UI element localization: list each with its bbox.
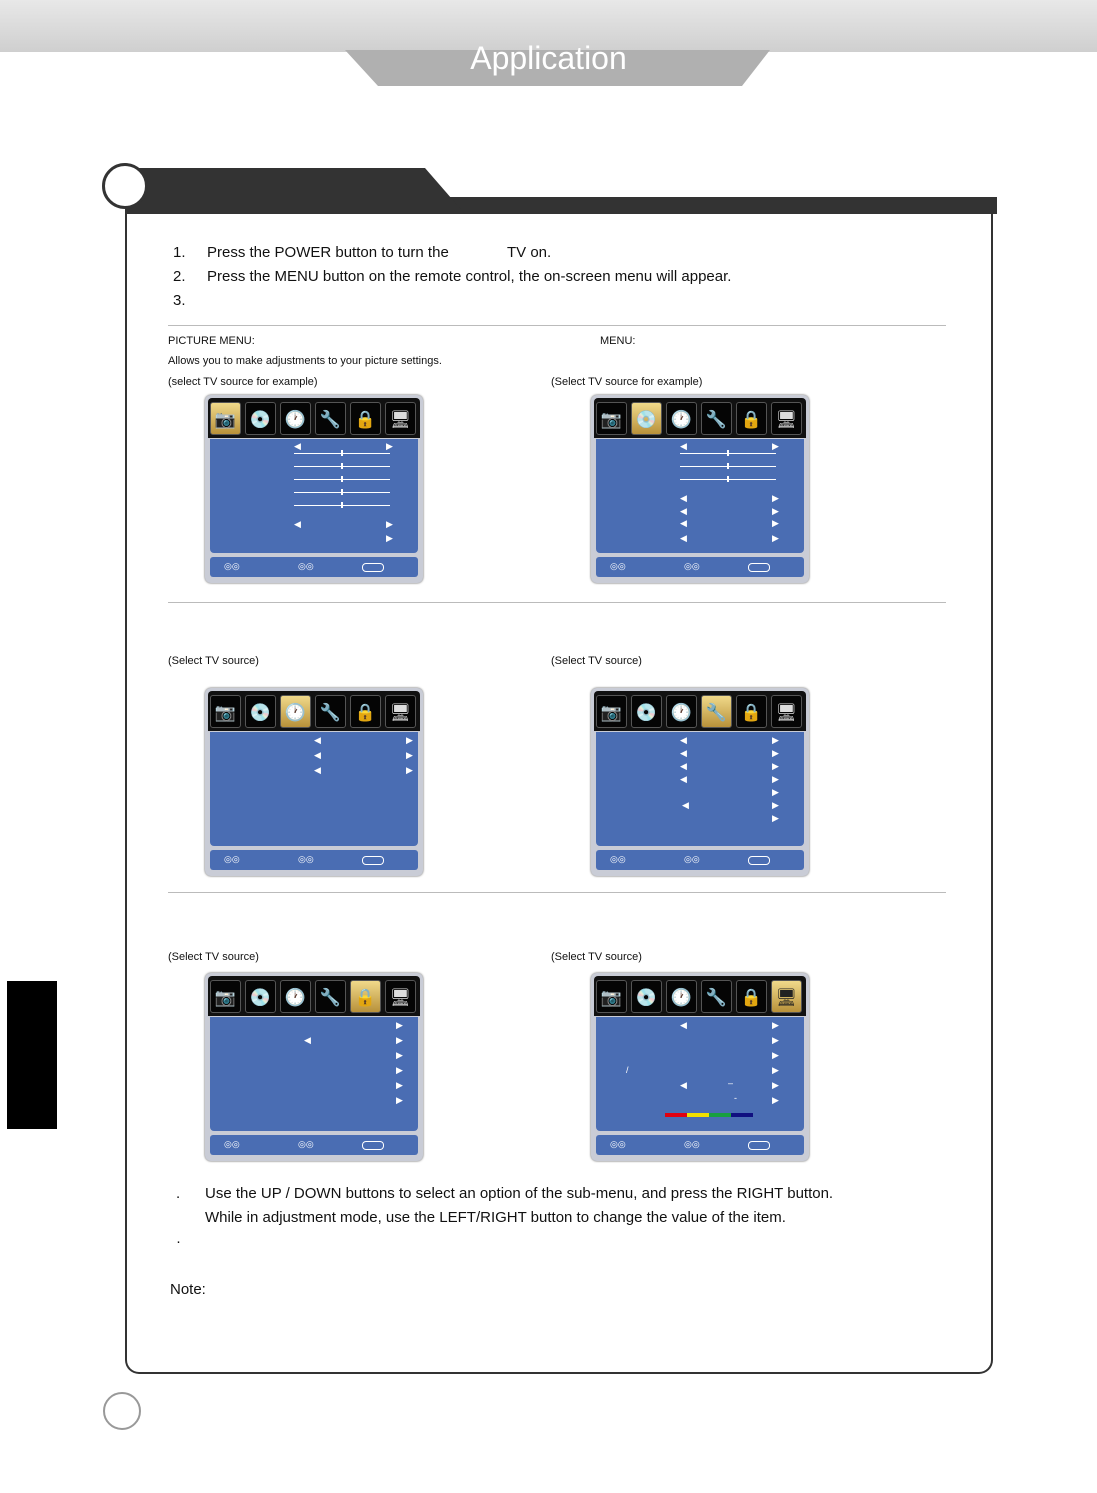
sound-icon[interactable]: 💿 xyxy=(245,980,276,1013)
right-arrow-icon: ▶ xyxy=(386,519,393,529)
nav-icon: ◎◎ xyxy=(684,1139,700,1149)
slider-knob[interactable] xyxy=(727,463,729,469)
clock-icon[interactable]: 🕐 xyxy=(666,402,697,435)
osd-time-menu xyxy=(205,688,423,876)
left-arrow-icon: ◀ xyxy=(680,1080,687,1090)
divider xyxy=(168,325,946,326)
slider-knob[interactable] xyxy=(341,489,343,495)
channel-icon[interactable]: 🖥 xyxy=(771,402,802,435)
setup-source-caption: (Select TV source) xyxy=(551,655,642,667)
setup-icon[interactable]: 🔧 xyxy=(701,980,732,1013)
nav-icon: ◎◎ xyxy=(684,561,700,571)
channel-icon[interactable]: 🖥 xyxy=(771,695,802,728)
left-arrow-icon: ◀ xyxy=(680,735,687,745)
left-arrow-icon: ◀ xyxy=(680,1020,687,1030)
channel-icon[interactable]: 🖥 xyxy=(385,695,416,728)
note-label: Note: xyxy=(170,1281,206,1298)
section-number-circle xyxy=(102,163,148,209)
left-arrow-icon: ◀ xyxy=(680,506,687,516)
left-arrow-icon: ◀ xyxy=(680,761,687,771)
clock-icon[interactable]: 🕐 xyxy=(280,402,311,435)
picture-menu-desc: Allows you to make adjustments to your picture settings. xyxy=(168,355,442,367)
nav-icon: ◎◎ xyxy=(224,854,240,864)
lock-source-caption: (Select TV source) xyxy=(168,951,259,963)
picture-menu-title: PICTURE MENU: xyxy=(168,335,255,347)
osd-setup-menu xyxy=(591,688,809,876)
picture-icon[interactable]: 📷 xyxy=(596,695,627,728)
picture-icon[interactable]: 📷 xyxy=(210,980,241,1013)
right-arrow-icon: ▶ xyxy=(406,750,413,760)
slider-knob[interactable] xyxy=(727,476,729,482)
channel-icon[interactable]: 🖥 xyxy=(385,402,416,435)
channel-icon[interactable]: 🖥 xyxy=(385,980,416,1013)
step-1-number: 1. xyxy=(173,244,186,261)
picture-icon[interactable]: 📷 xyxy=(596,980,627,1013)
right-arrow-icon: ▶ xyxy=(772,735,779,745)
picture-source-caption: (select TV source for example) xyxy=(168,376,318,388)
right-arrow-icon: ▶ xyxy=(396,1095,403,1105)
right-arrow-icon: ▶ xyxy=(406,765,413,775)
right-arrow-icon: ▶ xyxy=(386,441,393,451)
right-arrow-icon: ▶ xyxy=(772,441,779,451)
sound-source-caption: (Select TV source for example) xyxy=(551,376,703,388)
slider-knob[interactable] xyxy=(727,450,729,456)
sound-menu-title: MENU: xyxy=(600,335,636,347)
dash-glyph: - xyxy=(734,1093,737,1103)
exit-icon xyxy=(362,1141,384,1150)
sound-icon[interactable]: 💿 xyxy=(245,695,276,728)
blue-key-bar[interactable] xyxy=(731,1113,753,1117)
step-2-number: 2. xyxy=(173,268,186,285)
osd-channel-menu xyxy=(591,973,809,1161)
instruction-bullet: · xyxy=(176,1233,181,1250)
slider-knob[interactable] xyxy=(341,463,343,469)
clock-icon[interactable]: 🕐 xyxy=(666,980,697,1013)
osd-lock-menu xyxy=(205,973,423,1161)
sound-icon[interactable]: 💿 xyxy=(631,980,662,1013)
right-arrow-icon: ▶ xyxy=(406,735,413,745)
left-arrow-icon: ◀ xyxy=(680,774,687,784)
exit-icon xyxy=(748,1141,770,1150)
setup-icon[interactable]: 🔧 xyxy=(701,695,732,728)
lock-icon[interactable]: 🔒 xyxy=(736,980,767,1013)
step-2-text: Press the MENU button on the remote control, the on-screen menu will appear. xyxy=(207,268,732,285)
picture-icon[interactable]: 📷 xyxy=(210,695,241,728)
sound-icon[interactable]: 💿 xyxy=(245,402,276,435)
instruction-2-text: While in adjustment mode, use the LEFT/RIGHT button to change the value of the item. xyxy=(205,1209,786,1226)
step-1-text: Press the POWER button to turn the xyxy=(207,244,449,261)
exit-icon xyxy=(362,856,384,865)
sound-icon[interactable]: 💿 xyxy=(631,402,662,435)
divider xyxy=(168,602,946,603)
left-arrow-icon: ◀ xyxy=(682,800,689,810)
right-arrow-icon: ▶ xyxy=(396,1065,403,1075)
right-arrow-icon: ▶ xyxy=(772,533,779,543)
right-arrow-icon: ▶ xyxy=(396,1035,403,1045)
nav-icon: ◎◎ xyxy=(298,854,314,864)
nav-icon: ◎◎ xyxy=(610,854,626,864)
step-1-tail: TV on. xyxy=(507,244,552,261)
left-arrow-icon: ◀ xyxy=(680,441,687,451)
yellow-key-bar[interactable] xyxy=(687,1113,709,1117)
right-arrow-icon: ▶ xyxy=(772,1065,779,1075)
left-arrow-icon: ◀ xyxy=(680,533,687,543)
right-arrow-icon: ▶ xyxy=(772,761,779,771)
lock-icon[interactable]: 🔒 xyxy=(350,695,381,728)
dash-glyph: – xyxy=(728,1078,734,1088)
lock-icon[interactable]: 🔒 xyxy=(350,402,381,435)
nav-icon: ◎◎ xyxy=(298,1139,314,1149)
red-key-bar[interactable] xyxy=(665,1113,687,1117)
setup-icon[interactable]: 🔧 xyxy=(315,695,346,728)
setup-icon[interactable]: 🔧 xyxy=(315,980,346,1013)
divider xyxy=(168,892,946,893)
left-arrow-icon: ◀ xyxy=(680,493,687,503)
right-arrow-icon: ▶ xyxy=(386,533,393,543)
green-key-bar[interactable] xyxy=(709,1113,731,1117)
slash-glyph: / xyxy=(626,1065,629,1075)
nav-icon: ◎◎ xyxy=(224,1139,240,1149)
left-arrow-icon: ◀ xyxy=(680,748,687,758)
right-arrow-icon: ▶ xyxy=(772,1080,779,1090)
setup-icon[interactable]: 🔧 xyxy=(701,402,732,435)
nav-icon: ◎◎ xyxy=(610,561,626,571)
left-arrow-icon: ◀ xyxy=(314,765,321,775)
slider-knob[interactable] xyxy=(341,476,343,482)
left-arrow-icon: ◀ xyxy=(314,750,321,760)
page-number-circle xyxy=(103,1392,141,1430)
lock-icon[interactable]: 🔒 xyxy=(736,402,767,435)
right-arrow-icon: ▶ xyxy=(396,1020,403,1030)
lock-icon[interactable]: 🔒 xyxy=(350,980,381,1013)
exit-icon xyxy=(748,563,770,572)
right-arrow-icon: ▶ xyxy=(772,493,779,503)
left-arrow-icon: ◀ xyxy=(294,519,301,529)
time-source-caption: (Select TV source) xyxy=(168,655,259,667)
left-arrow-icon: ◀ xyxy=(680,518,687,528)
instruction-1-text: Use the UP / DOWN buttons to select an option of the sub-menu, and press the RIGHT button. xyxy=(205,1185,834,1202)
instruction-bullet: . xyxy=(176,1185,181,1202)
section-tab-shape xyxy=(125,168,465,214)
left-arrow-icon: ◀ xyxy=(294,441,301,451)
right-arrow-icon: ▶ xyxy=(772,518,779,528)
right-arrow-icon: ▶ xyxy=(772,787,779,797)
right-arrow-icon: ▶ xyxy=(772,800,779,810)
slider-knob[interactable] xyxy=(341,450,343,456)
clock-icon[interactable]: 🕐 xyxy=(666,695,697,728)
left-arrow-icon: ◀ xyxy=(304,1035,311,1045)
right-arrow-icon: ▶ xyxy=(396,1080,403,1090)
right-arrow-icon: ▶ xyxy=(772,506,779,516)
left-arrow-icon: ◀ xyxy=(314,735,321,745)
exit-icon xyxy=(362,563,384,572)
clock-icon[interactable]: 🕐 xyxy=(280,980,311,1013)
right-arrow-icon: ▶ xyxy=(772,1035,779,1045)
page-title: Application xyxy=(470,40,627,76)
right-arrow-icon: ▶ xyxy=(396,1050,403,1060)
right-arrow-icon: ▶ xyxy=(772,813,779,823)
right-arrow-icon: ▶ xyxy=(772,748,779,758)
picture-icon[interactable]: 📷 xyxy=(210,402,241,435)
step-3-number: 3. xyxy=(173,292,186,309)
clock-icon[interactable]: 🕐 xyxy=(280,695,311,728)
slider-knob[interactable] xyxy=(341,502,343,508)
lock-icon[interactable]: 🔒 xyxy=(736,695,767,728)
right-arrow-icon: ▶ xyxy=(772,1095,779,1105)
nav-icon: ◎◎ xyxy=(224,561,240,571)
osd-picture-menu xyxy=(205,395,423,583)
picture-icon[interactable]: 📷 xyxy=(596,402,627,435)
right-arrow-icon: ▶ xyxy=(772,774,779,784)
channel-source-caption: (Select TV source) xyxy=(551,951,642,963)
right-arrow-icon: ▶ xyxy=(772,1020,779,1030)
osd-sound-menu xyxy=(591,395,809,583)
setup-icon[interactable]: 🔧 xyxy=(315,402,346,435)
side-language-tab xyxy=(7,981,57,1129)
right-arrow-icon: ▶ xyxy=(772,1050,779,1060)
sound-icon[interactable]: 💿 xyxy=(631,695,662,728)
nav-icon: ◎◎ xyxy=(610,1139,626,1149)
exit-icon xyxy=(748,856,770,865)
nav-icon: ◎◎ xyxy=(684,854,700,864)
channel-icon[interactable]: 🖥 xyxy=(771,980,802,1013)
nav-icon: ◎◎ xyxy=(298,561,314,571)
